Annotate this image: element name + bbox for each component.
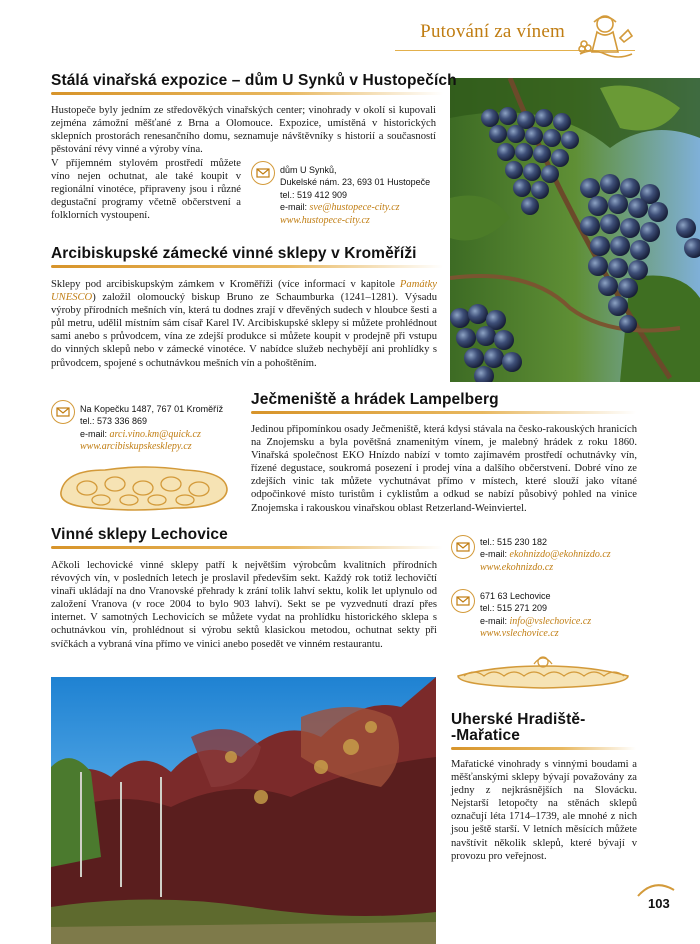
page-number: 103 — [648, 896, 670, 911]
email-label: e-mail: — [480, 549, 508, 560]
envelope-icon — [251, 161, 275, 185]
contact-address: Na Kopečku 1487, 767 01 Kroměříž — [80, 404, 224, 414]
section-text-lechovice: Ačkoli lechovické vinné sklepy patří k největším výrobcům kvalitních přírodních révových vín, v posledních letech je proslavil především sekt. Každý rok totiž lechovičtí vinaři ukládají na dno Vranovské přehrady k zrání tolik lahví sektu, kolik let uplynulo od založení Vranova (v roce 2004 to bylo 903 lahví). Sekt se pe vyzvednutí drazí přes internet. V samotných Lechovicích se můžete vydat na prohlídku historického sklepa s ochutnávkou vín, prohlédnout si výrobu sektů klasickou metodou, ochutnat sekty při svíčkách a vybraná vína přímo ve vinici anebo posedět ve vinném restaurantu. — [51, 560, 437, 650]
section-text-maratice: Mařatické vinohrady s vinnými boudami a měšťanskými sklepy bývají považovány za jedny z nejkrásnějších na Slovácku. Nejstarší letopočty na stěnách sklepů označují léta 1714–1739, ale mnohé z nich jsou ještě starší. V letních měsících můžete navštívit několik sklepů, které bývají v provozu pro veřejnost. — [451, 759, 637, 862]
title-rule — [51, 92, 443, 95]
vineyard-photo — [51, 677, 436, 944]
grapes-photo — [450, 78, 700, 382]
contact-address: Dukelské nám. 23, 693 01 Hustopeče — [280, 177, 431, 188]
section-text-synku-narrow: V příjemném stylovém prostředí můžete víno nejen ochutnat, ale také koupit v regionální vinotéce, připraveny jsou i různé degustační programy včetně občerstvení a folklorních vystoupení. — [51, 158, 241, 222]
section-title-synku: Stálá vinařská expozice – dům U Synků v Hustopečích — [51, 72, 457, 89]
email-label: e-mail: — [480, 615, 508, 626]
contact-tel: tel.: 515 271 209 — [480, 603, 548, 614]
unesco-link[interactable]: Památky UNESCO — [51, 279, 437, 304]
title-rule — [51, 546, 443, 549]
web-link[interactable]: www.hustopece-city.cz — [280, 214, 370, 226]
title-rule — [51, 265, 443, 268]
title-line: Uherské Hradiště- — [451, 711, 586, 728]
contact-tel: tel.: 515 230 182 — [480, 537, 548, 547]
email-link[interactable]: arci.vino.km@quick.cz — [109, 428, 201, 440]
contact-kromeriz — [80, 403, 255, 454]
text-part: Sklepy pod arcibiskupským zámkem v Kroměříži (více informací v kapitole — [51, 279, 400, 290]
email-label: e-mail: — [80, 428, 108, 439]
envelope-icon — [451, 535, 475, 559]
contact-tel: tel.: 573 336 869 — [80, 416, 148, 427]
email-link[interactable]: info@vslechovice.cz — [509, 615, 592, 627]
web-link[interactable]: www.ekohnizdo.cz — [480, 561, 554, 573]
section-title-kromeriz: Arcibiskupské zámecké vinné sklepy v Kroměříži — [51, 245, 417, 262]
contact-synku — [280, 164, 445, 227]
section-title-jecmeniste: Ječmeniště a hrádek Lampelberg — [251, 391, 499, 408]
envelope-icon — [451, 589, 475, 613]
contact-lechovice — [480, 590, 650, 641]
section-title-maratice — [451, 712, 585, 744]
section-text-synku: Hustopeče byly jedním ze středověkých vinařských center; vinohrady v okolí si kupovali zejména zámožní měšťané z Brna a Olomouce. Expozice, umístěná v historických sklepních prostorách renesančního domu, seznamuje návštěvníky s historií a současností pěstování révy vinné a výroby vína. — [51, 105, 436, 156]
pastry-ornament-icon — [55, 462, 233, 514]
contact-address: 671 63 Lechovice — [480, 591, 551, 601]
contact-tel: tel.: 519 412 909 — [280, 189, 348, 200]
email-link[interactable]: sve@hustopece-city.cz — [309, 202, 400, 214]
text-part: ) založil olomoucký biskup Bruno ze Schaumburka (1241–1281). Výsadu výroby přírodních mešních vín, která tu dodnes zrají v dřevěných sudech v hloubce šesti a půl metru, udělil místním sám císař Karel IV. Arcibiskupské sklepy si můžete prohlédnout sami anebo s průvodcem, vína ze zdejší produkce si můžete koupit v prodejně při vstupu do vinných sklepů nebo v zámecké vinotéce. V nabídce služeb nechybějí ani prohlídky s průvodcem, spojené s ochutnávkou mešních vín a pohoštěním. — [51, 292, 437, 369]
envelope-icon — [51, 400, 75, 424]
winemaker-illustration-icon — [572, 8, 638, 68]
title-rule — [251, 411, 636, 414]
section-text-jecmeniste: Jedinou připomínkou osady Ječmeniště, která kdysi stávala na česko-rakouských hranicích na Znojemsku a byla povětšná znamenitým vínem, je malebný hrádek z roku 1860. Vinařská společnost EKO Hnízdo nabízí v tomto zajímavém prostředí ochutnávky vín, řízené degustace, soukromá posezení i prodej vína a dalšího občerstvení. Dobré víno ze zdejších vinic tak můžete vychutnávat přímo v místech, které slouží jako vítané odpočinkové místo turistům i cyklistům a odkud se nabízí působivý pohled na vinice Znojemska i rakouskou vinařskou oblast Retzerland-Weinviertel. — [251, 424, 637, 514]
running-header: Putování za vínem — [420, 21, 565, 42]
email-link[interactable]: ekohnizdo@ekohnizdo.cz — [509, 549, 611, 561]
title-line: -Mařatice — [451, 727, 520, 744]
cake-ornament-icon — [454, 652, 632, 692]
section-title-lechovice: Vinné sklepy Lechovice — [51, 526, 228, 543]
email-label: e-mail: — [280, 202, 308, 213]
contact-jecmeniste — [480, 536, 650, 574]
contact-name: dům U Synků, — [280, 165, 337, 175]
web-link[interactable]: www.vslechovice.cz — [480, 628, 559, 640]
web-link[interactable]: www.arcibiskupskesklepy.cz — [80, 441, 192, 453]
page-number-arc — [634, 878, 678, 898]
section-text-kromeriz — [51, 278, 437, 370]
title-rule — [451, 747, 636, 750]
